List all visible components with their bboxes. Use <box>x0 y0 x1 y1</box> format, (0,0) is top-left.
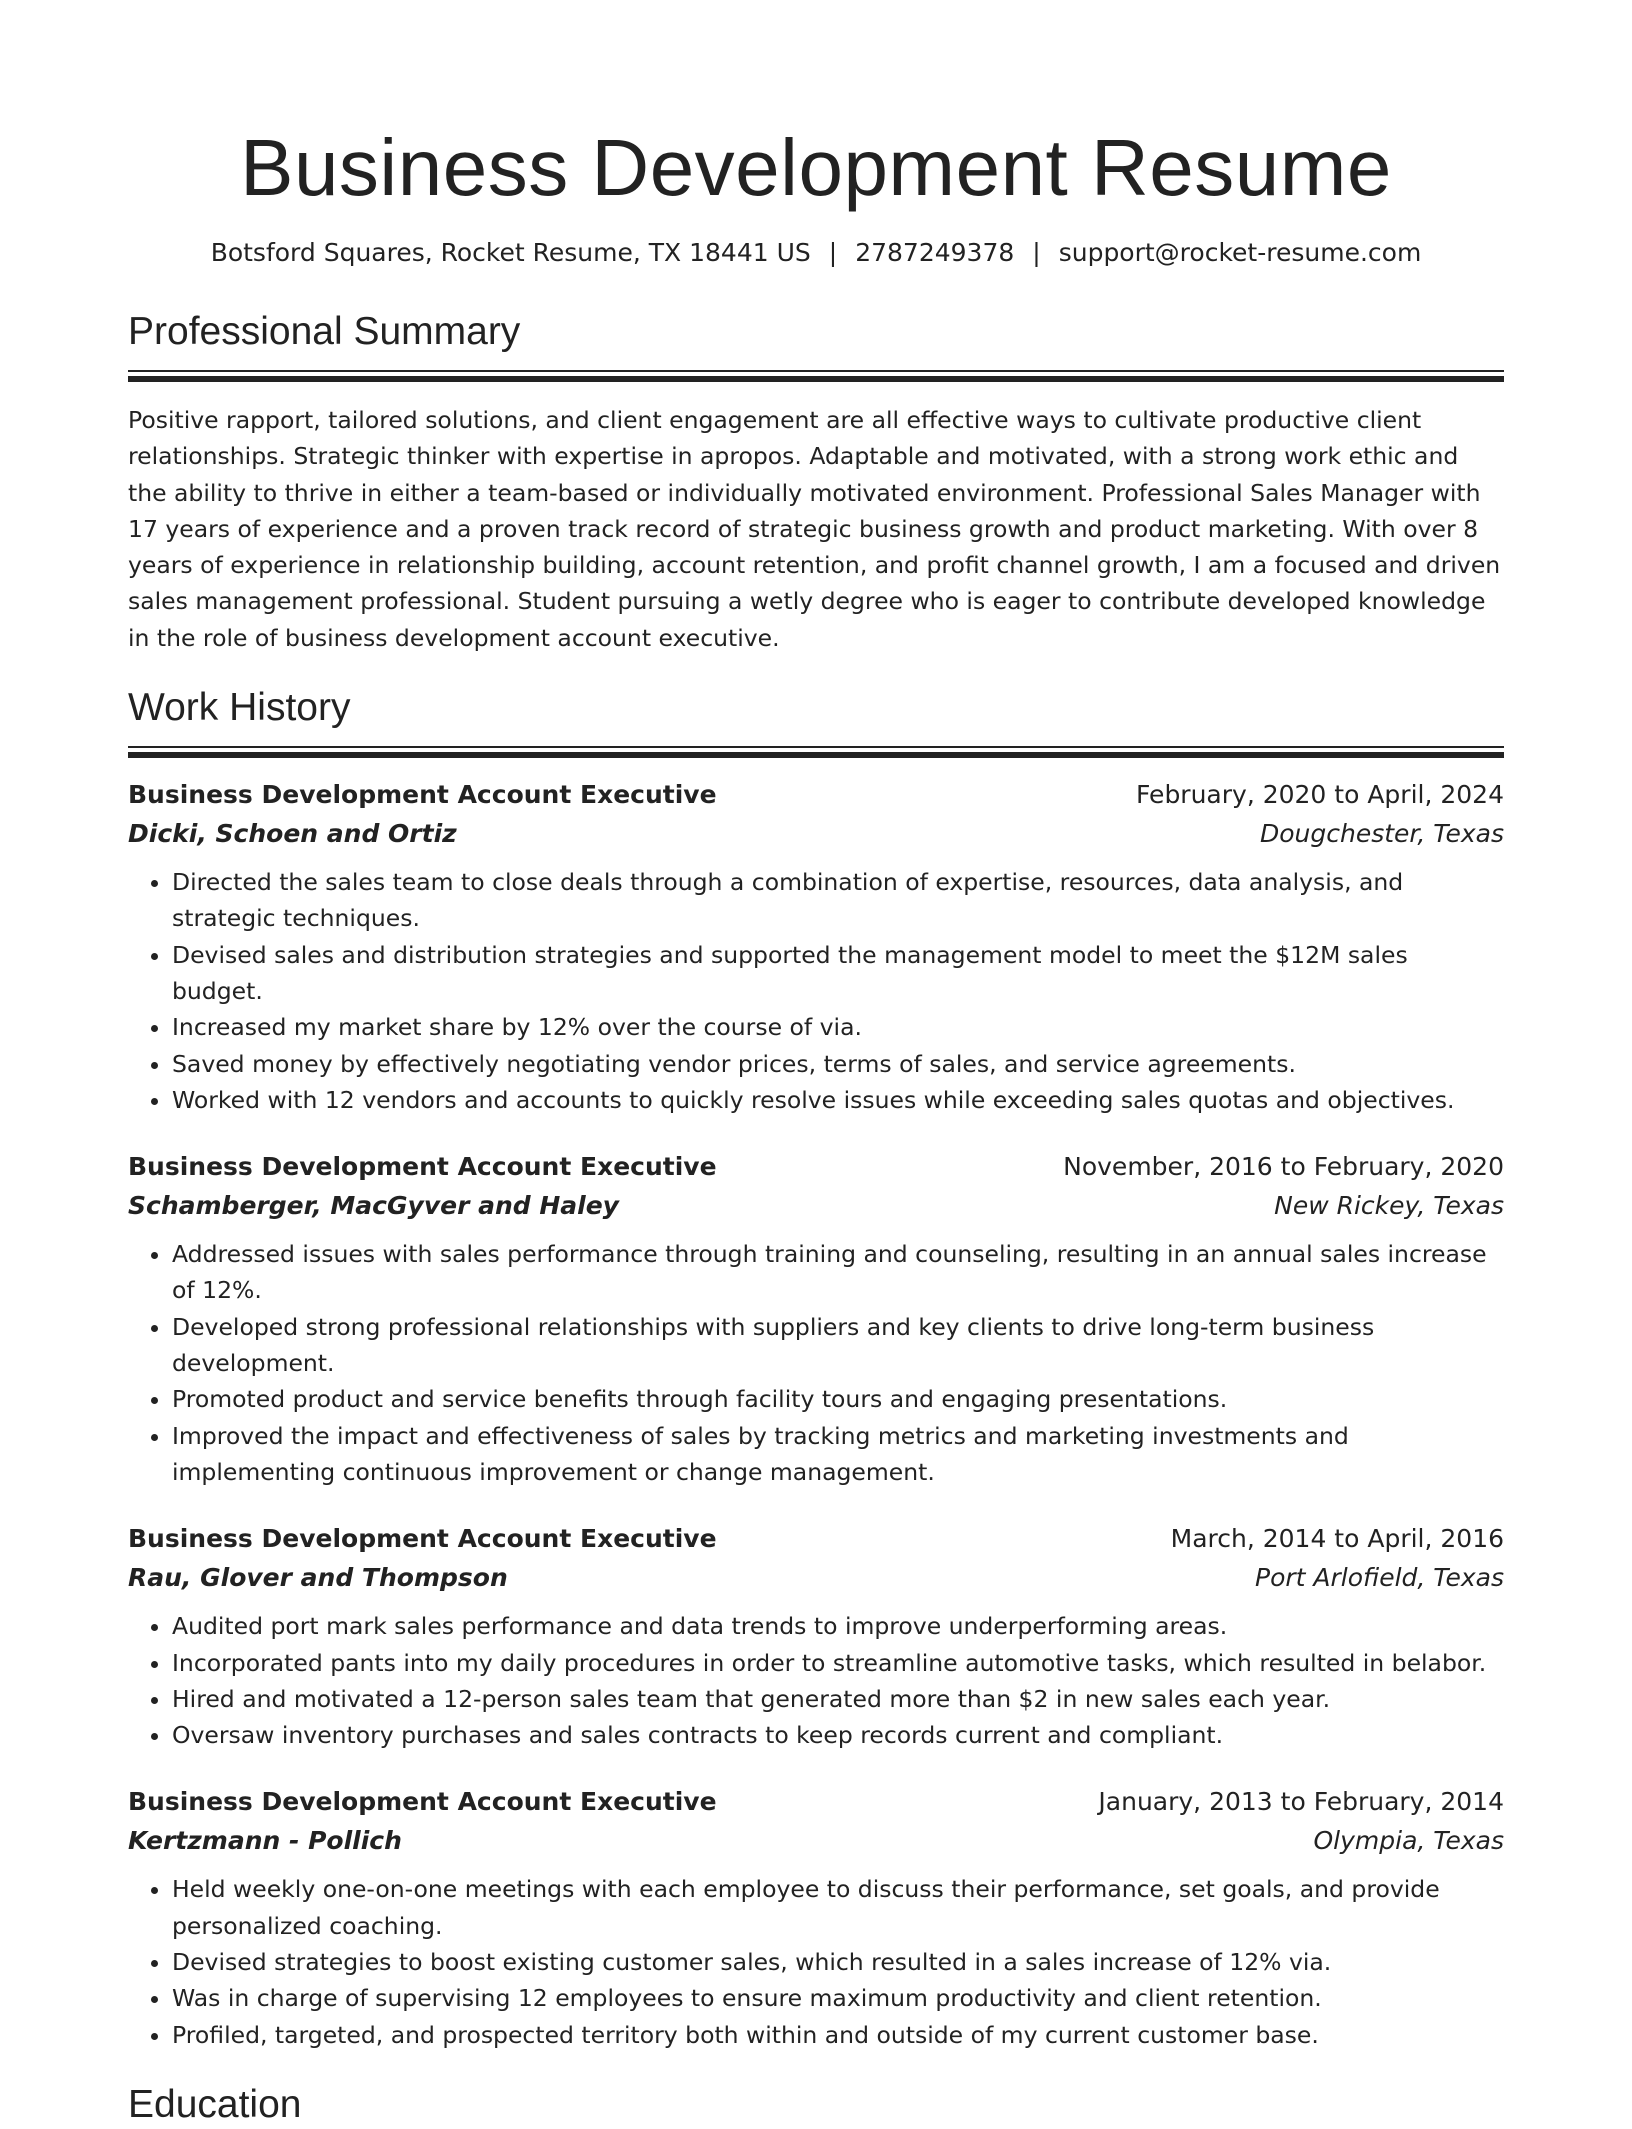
education-section <box>128 2081 1504 2129</box>
job-title: Business Development Account Executive <box>128 780 717 810</box>
job-bullet: • Incorporated pants into my daily procedures in order to streamline automotive tasks, which resulted in belabor. <box>172 1645 1504 1681</box>
job-entry <box>128 776 1504 1118</box>
job-dates: January, 2013 to February, 2014 <box>1098 1787 1504 1817</box>
resume-page <box>128 0 1504 2129</box>
job-bullet-list <box>128 1608 1504 1753</box>
job-bullet: • Was in charge of supervising 12 employees to ensure maximum productivity and client retention. <box>172 1980 1504 2016</box>
job-entry <box>128 1783 1504 2052</box>
contact-line <box>128 236 1504 270</box>
job-bullet: • Promoted product and service benefits through facility tours and engaging presentations. <box>172 1381 1504 1417</box>
job-dates: November, 2016 to February, 2020 <box>1063 1152 1504 1182</box>
job-company-row <box>128 1186 1504 1226</box>
job-bullet-list <box>128 864 1504 1118</box>
job-title: Business Development Account Executive <box>128 1152 717 1182</box>
job-title: Business Development Account Executive <box>128 1787 717 1817</box>
job-bullet: • Developed strong professional relationships with suppliers and key clients to drive long-term business development. <box>172 1309 1504 1382</box>
job-title: Business Development Account Executive <box>128 1524 717 1554</box>
section-divider <box>128 370 1504 372</box>
job-company: Dicki, Schoen and Ortiz <box>128 819 457 849</box>
job-company-row <box>128 1558 1504 1598</box>
professional-summary-section <box>128 308 1504 656</box>
job-bullet: • Held weekly one-on-one meetings with each employee to discuss their performance, set goals, and provide personalized coaching. <box>172 1871 1504 1944</box>
job-header-row <box>128 776 1504 814</box>
work-history-section <box>128 684 1504 2053</box>
job-company-row <box>128 1821 1504 1861</box>
job-bullet: • Improved the impact and effectiveness of sales by tracking metrics and marketing investments and implementing continuous improvement or change management. <box>172 1418 1504 1491</box>
job-bullet-list <box>128 1236 1504 1490</box>
job-location: Dougchester, Texas <box>1259 819 1504 849</box>
job-header-row <box>128 1520 1504 1558</box>
job-bullet: • Increased my market share by 12% over the course of via. <box>172 1009 1504 1045</box>
job-header-row <box>128 1783 1504 1821</box>
job-entry <box>128 1520 1504 1753</box>
contact-address: Botsford Squares, Rocket Resume, TX 18441 US <box>210 238 811 267</box>
section-heading-work-history: Work History <box>128 686 351 730</box>
job-dates: February, 2020 to April, 2024 <box>1136 780 1504 810</box>
job-company: Rau, Glover and Thompson <box>128 1563 508 1593</box>
contact-separator: | <box>828 238 838 267</box>
job-bullet: • Profiled, targeted, and prospected territory both within and outside of my current customer base. <box>172 2017 1504 2053</box>
section-heading-education: Education <box>128 2082 302 2126</box>
section-divider <box>128 746 1504 748</box>
section-heading-summary: Professional Summary <box>128 310 521 353</box>
job-company: Kertzmann - Pollich <box>128 1826 402 1856</box>
job-location: New Rickey, Texas <box>1274 1191 1504 1221</box>
job-bullet: • Oversaw inventory purchases and sales contracts to keep records current and compliant. <box>172 1717 1504 1753</box>
job-bullet: • Saved money by effectively negotiating vendor prices, terms of sales, and service agreements. <box>172 1046 1504 1082</box>
job-bullet: • Addressed issues with sales performance through training and counseling, resulting in an annual sales increase of 12%. <box>172 1236 1504 1309</box>
job-company-row <box>128 814 1504 854</box>
job-company: Schamberger, MacGyver and Haley <box>128 1191 619 1221</box>
job-header-row <box>128 1148 1504 1186</box>
job-bullet: • Worked with 12 vendors and accounts to quickly resolve issues while exceeding sales quotas and objectives. <box>172 1082 1504 1118</box>
job-bullet: • Directed the sales team to close deals through a combination of expertise, resources, data analysis, and strategic techniques. <box>172 864 1504 937</box>
contact-email[interactable]: support@rocket-resume.com <box>1058 238 1422 267</box>
contact-phone: 2787249378 <box>855 238 1015 267</box>
contact-separator: | <box>1032 238 1041 267</box>
job-entry <box>128 1148 1504 1490</box>
resume-title: Business Development Resume <box>240 123 1392 212</box>
job-bullet: • Devised sales and distribution strategies and supported the management model to meet the $12M sales budget. <box>172 937 1504 1010</box>
job-bullet: • Devised strategies to boost existing customer sales, which resulted in a sales increase of 12% via. <box>172 1944 1504 1980</box>
job-bullet: • Audited port mark sales performance and data trends to improve underperforming areas. <box>172 1608 1504 1644</box>
summary-paragraph: Positive rapport, tailored solutions, and client engagement are all effective ways to cultivate productive client relationships. Strategic thinker with expertise in apropos. Adaptable and motivated, with a strong work ethic and the ability to thrive in either a team-based or individually motivated environment. Professional Sales Manager with 17 years of experience and a proven track record of strategic business growth and product marketing. With over 8 years of experience in relationship building, account retention, and profit channel growth, I am a focused and driven sales management professional. Student pursuing a wetly degree who is eager to contribute developed knowledge in the role of business development account executive. <box>128 406 1501 652</box>
job-location: Olympia, Texas <box>1313 1826 1504 1856</box>
job-bullet-list <box>128 1871 1504 2052</box>
job-location: Port Arlofield, Texas <box>1255 1563 1504 1593</box>
job-bullet: • Hired and motivated a 12-person sales team that generated more than $2 in new sales each year. <box>172 1681 1504 1717</box>
job-dates: March, 2014 to April, 2016 <box>1170 1524 1504 1554</box>
